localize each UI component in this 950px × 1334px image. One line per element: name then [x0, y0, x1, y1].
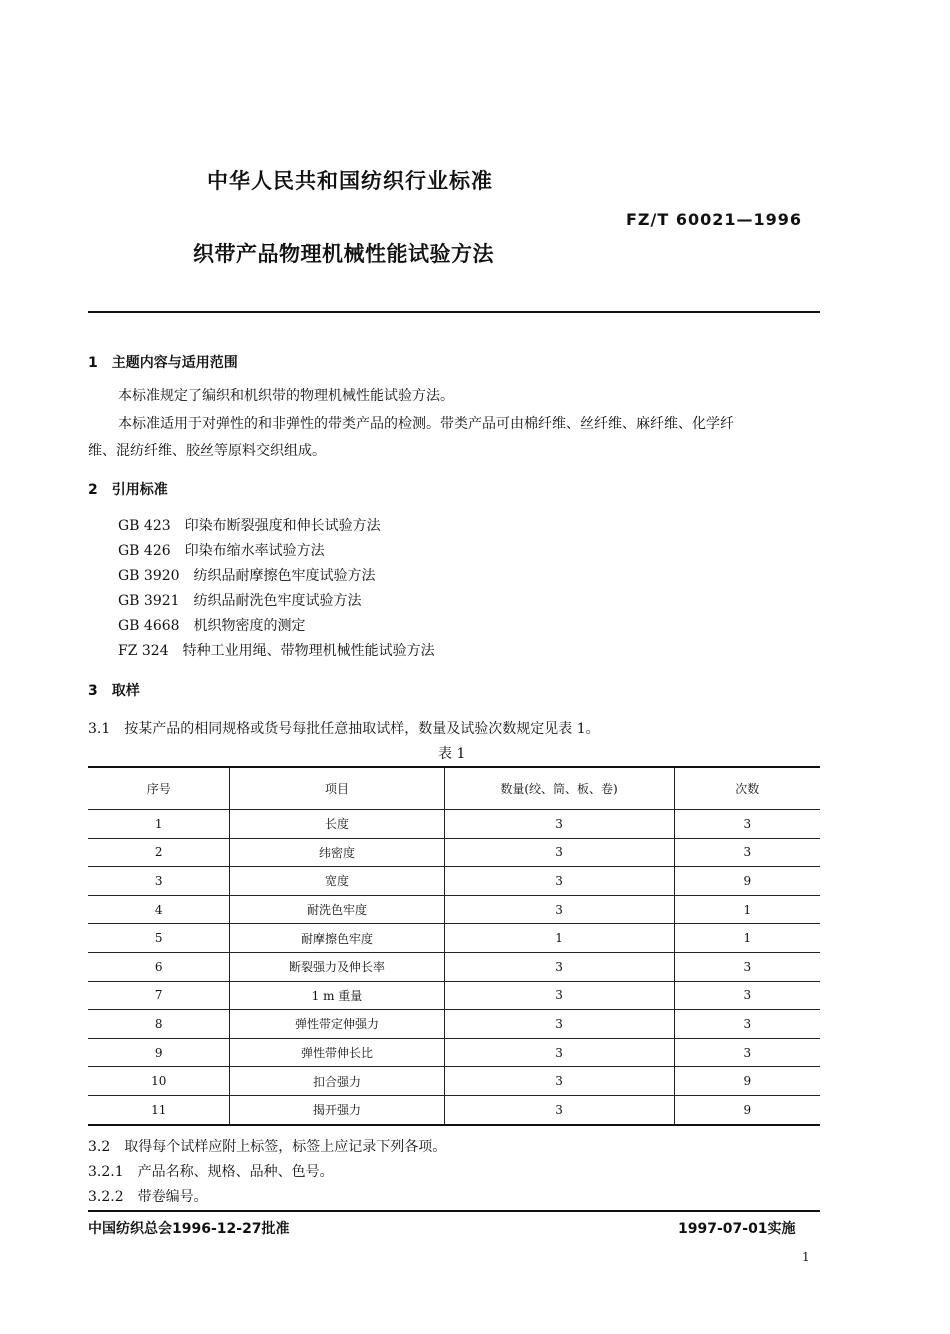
issuing-body: 中华人民共和国纺织行业标准: [207, 169, 493, 193]
col-header-times: 次数: [674, 767, 820, 810]
clause-3-2: 3.2 取得每个试样应附上标签，标签上应记录下列各项。: [88, 1139, 447, 1155]
sampling-table: [88, 766, 820, 1126]
cell-quantity: 3: [444, 981, 674, 1010]
header-rule: [88, 311, 820, 313]
cell-quantity: 3: [444, 1095, 674, 1124]
cell-item: 耐摩擦色牢度: [230, 924, 444, 953]
table-row: [88, 924, 820, 953]
cell-item: 宽度: [230, 867, 444, 896]
cell-quantity: 3: [444, 1038, 674, 1067]
page-number: 1: [802, 1250, 810, 1264]
cell-quantity: 3: [444, 810, 674, 839]
cell-item: 揭开强力: [230, 1095, 444, 1124]
cell-times: 9: [674, 1067, 820, 1096]
table-row: [88, 981, 820, 1010]
section-1-para-2: 本标准适用于对弹性的和非弹性的带类产品的检测。带类产品可由棉纤维、丝纤维、麻纤维、化学纤: [118, 416, 734, 432]
table-header-row: [88, 767, 820, 810]
col-header-item: 项目: [230, 767, 444, 810]
effective-line: 1997-07-01实施: [678, 1221, 796, 1237]
col-header-quantity: 数量(绞、筒、板、卷): [444, 767, 674, 810]
cell-quantity: 3: [444, 895, 674, 924]
cell-item: 耐洗色牢度: [230, 895, 444, 924]
table-row: [88, 838, 820, 867]
cell-times: 1: [674, 924, 820, 953]
section-2-heading: 2 引用标准: [88, 482, 168, 498]
table-row: [88, 1038, 820, 1067]
table-row: [88, 952, 820, 981]
cell-quantity: 3: [444, 952, 674, 981]
cell-times: 9: [674, 1095, 820, 1124]
cell-times: 1: [674, 895, 820, 924]
cell-item: 断裂强力及伸长率: [230, 952, 444, 981]
cell-times: 3: [674, 810, 820, 839]
reference-item: GB 3921 纺织品耐洗色牢度试验方法: [118, 593, 362, 609]
cell-no: 1: [88, 810, 230, 839]
cell-item: 弹性带伸长比: [230, 1038, 444, 1067]
section-3-heading: 3 取样: [88, 683, 140, 699]
reference-item: GB 4668 机织物密度的测定: [118, 618, 306, 634]
cell-no: 5: [88, 924, 230, 953]
cell-no: 10: [88, 1067, 230, 1096]
cell-item: 长度: [230, 810, 444, 839]
clause-3-2-2: 3.2.2 带卷编号。: [88, 1189, 208, 1205]
table-row: [88, 1095, 820, 1124]
reference-item: FZ 324 特种工业用绳、带物理机械性能试验方法: [118, 643, 435, 659]
table-row: [88, 1010, 820, 1039]
cell-quantity: 3: [444, 1010, 674, 1039]
cell-item: 1 m 重量: [230, 981, 444, 1010]
cell-quantity: 3: [444, 867, 674, 896]
cell-times: 9: [674, 867, 820, 896]
table-row: [88, 1067, 820, 1096]
cell-quantity: 3: [444, 838, 674, 867]
reference-item: GB 426 印染布缩水率试验方法: [118, 543, 325, 559]
standard-code: FZ/T 60021—1996: [626, 210, 803, 229]
cell-no: 6: [88, 952, 230, 981]
cell-times: 3: [674, 981, 820, 1010]
cell-times: 3: [674, 1010, 820, 1039]
cell-quantity: 3: [444, 1067, 674, 1096]
section-1-para-1: 本标准规定了编织和机织带的物理机械性能试验方法。: [118, 388, 454, 404]
cell-times: 3: [674, 1038, 820, 1067]
reference-item: GB 423 印染布断裂强度和伸长试验方法: [118, 518, 381, 534]
reference-item: GB 3920 纺织品耐摩擦色牢度试验方法: [118, 568, 376, 584]
cell-quantity: 1: [444, 924, 674, 953]
cell-item: 弹性带定伸强力: [230, 1010, 444, 1039]
table-row: [88, 810, 820, 839]
document-title: 织带产品物理机械性能试验方法: [193, 242, 494, 266]
approval-line: 中国纺织总会1996-12-27批准: [88, 1221, 290, 1237]
cell-no: 7: [88, 981, 230, 1010]
cell-times: 3: [674, 952, 820, 981]
table-row: [88, 895, 820, 924]
cell-no: 9: [88, 1038, 230, 1067]
section-1-heading: 1 主题内容与适用范围: [88, 355, 238, 371]
cell-no: 2: [88, 838, 230, 867]
section-1-para-2-cont: 维、混纺纤维、胶丝等原料交织组成。: [88, 443, 326, 459]
footer-rule: [88, 1210, 820, 1212]
cell-no: 8: [88, 1010, 230, 1039]
table-row: [88, 867, 820, 896]
cell-no: 4: [88, 895, 230, 924]
cell-no: 11: [88, 1095, 230, 1124]
cell-item: 扣合强力: [230, 1067, 444, 1096]
clause-3-2-1: 3.2.1 产品名称、规格、品种、色号。: [88, 1164, 334, 1180]
cell-no: 3: [88, 867, 230, 896]
col-header-no: 序号: [88, 767, 230, 810]
cell-times: 3: [674, 838, 820, 867]
cell-item: 纬密度: [230, 838, 444, 867]
table-caption: 表 1: [438, 746, 466, 762]
clause-3-1: 3.1 按某产品的相同规格或货号每批任意抽取试样，数量及试验次数规定见表 1。: [88, 721, 600, 737]
